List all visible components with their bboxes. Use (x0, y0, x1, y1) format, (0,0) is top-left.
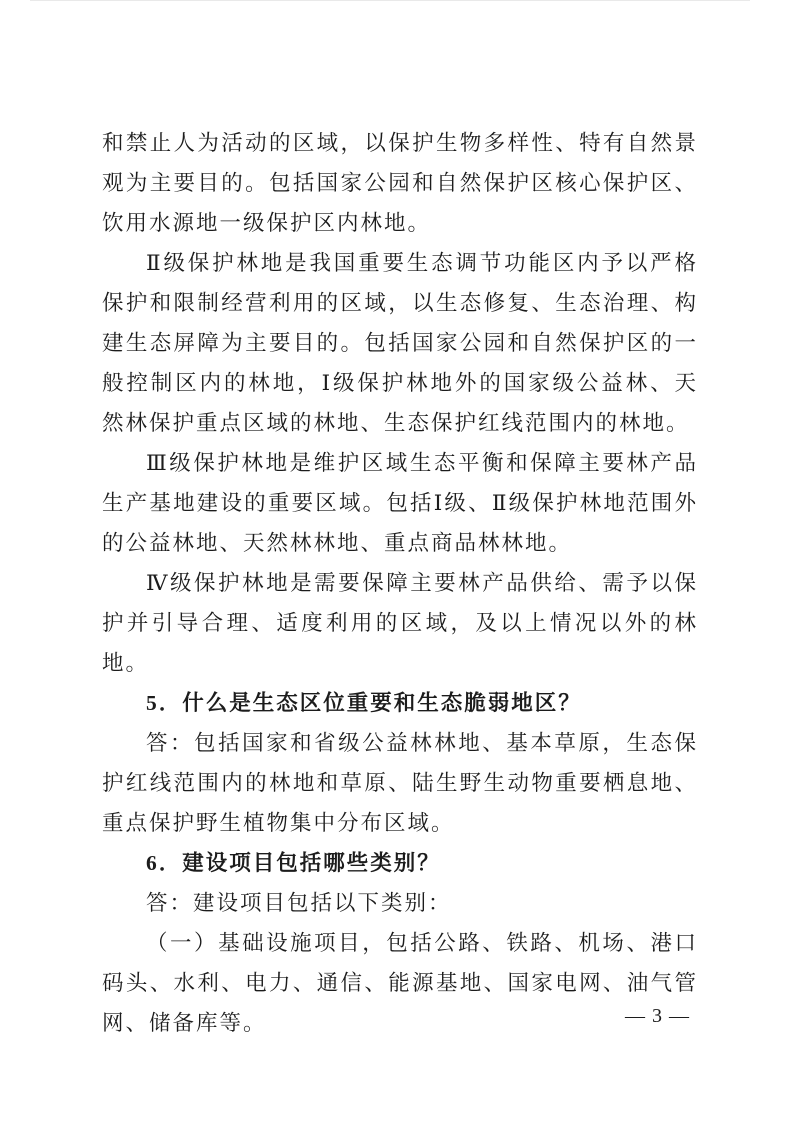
scan-artifact-line (30, 0, 750, 1)
page-number: — 3 — (625, 1005, 690, 1027)
question-heading-6: 6．建设项目包括哪些类别？ (146, 851, 441, 875)
paragraph-grade4-forest-land: Ⅳ级保护林地是需要保障主要林产品供给、需予以保护并引导合理、适度利用的区域，及以上情况以外的林地。 (102, 571, 698, 675)
answer-paragraph-5: 答：包括国家和省级公益林林地、基本草原，生态保护红线范围内的林地和草原、陆生野生动物重要栖息地、重点保护野生植物集中分布区域。 (102, 731, 698, 835)
document-body (102, 123, 698, 1043)
list-item-infrastructure-projects: （一）基础设施项目，包括公路、铁路、机场、港口码头、水利、电力、通信、能源基地、国家电网、油气管网、储备库等。 (102, 931, 698, 1035)
answer-paragraph-6: 答：建设项目包括以下类别： (146, 891, 452, 915)
paragraph-grade3-forest-land: Ⅲ级保护林地是维护区域生态平衡和保障主要林产品生产基地建设的重要区域。包括Ⅰ级、Ⅱ级保护林地范围外的公益林地、天然林林地、重点商品林林地。 (102, 451, 698, 555)
question-heading-5: 5．什么是生态区位重要和生态脆弱地区？ (146, 691, 582, 715)
paragraph-grade2-forest-land: Ⅱ级保护林地是我国重要生态调节功能区内予以严格保护和限制经营利用的区域，以生态修复、生态治理、构建生态屏障为主要目的。包括国家公园和自然保护区的一般控制区内的林地，Ⅰ级保护林地外的国家级公益林、天然林保护重点区域的林地、生态保护红线范围内的林地。 (102, 251, 698, 435)
continuation-paragraph: 和禁止人为活动的区域，以保护生物多样性、特有自然景观为主要目的。包括国家公园和自然保护区核心保护区、饮用水源地一级保护区内林地。 (102, 131, 698, 235)
